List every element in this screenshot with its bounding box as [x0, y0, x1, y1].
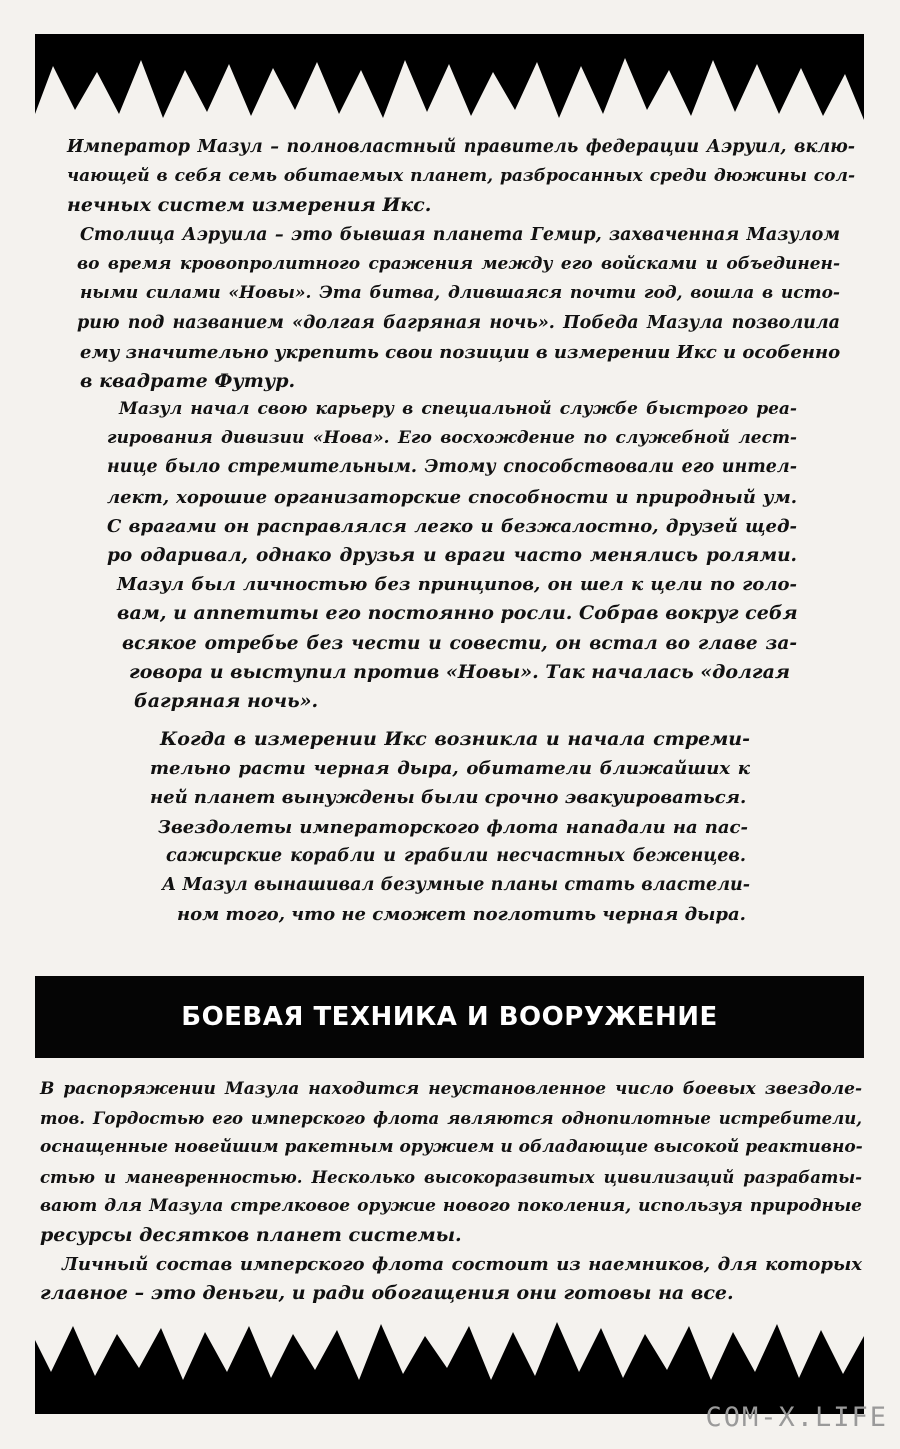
text-line: Звездолеты императорского флота нападали на пас-	[158, 816, 748, 838]
site-watermark: COM-X.LIFE	[705, 1402, 888, 1433]
text-line: ном того, что не сможет поглотить черная дыра.	[177, 904, 746, 926]
section-title: БОЕВАЯ ТЕХНИКА И ВООРУЖЕНИЕ	[181, 1002, 718, 1032]
text-line: ными силами «Новы». Эта битва, длившаяся почти год, вошла в исто-	[80, 283, 840, 304]
text-line: стью и маневренностью. Несколько высокоразвитых цивилизаций разрабаты-	[40, 1167, 862, 1187]
text-line: во время кровопролитного сражения между его войсками и объединен-	[77, 254, 840, 275]
text-line: Столица Аэруила – это бывшая планета Гемир, захваченная Мазулом	[80, 225, 840, 245]
top-spike-banner	[35, 34, 864, 120]
text-line: В распоряжении Мазула находится неустановленное число боевых звездоле-	[40, 1079, 862, 1099]
text-line: рию под названием «долгая багряная ночь». Победа Мазула позволила	[77, 312, 840, 333]
text-line: С врагами он расправлялся легко и безжалостно, друзей щед-	[107, 515, 797, 537]
equipment-paragraph-2	[40, 1250, 862, 1308]
text-line: оснащенные новейшим ракетным оружием и обладающие высокой реактивно-	[40, 1137, 863, 1158]
text-line: лект, хорошие организаторские способности и природный ум.	[107, 486, 797, 508]
section-header-bar	[35, 976, 864, 1058]
text-line: в квадрате Футур.	[80, 370, 296, 393]
text-line: нечных систем измерения Икс.	[67, 194, 432, 217]
bottom-spike-banner	[35, 1322, 864, 1414]
text-line: тельно расти черная дыра, обитатели ближайших к	[150, 758, 750, 780]
spike-decoration-top	[35, 34, 864, 120]
bio-paragraph-2	[77, 221, 841, 396]
text-line: Когда в измерении Икс возникла и начала стреми-	[160, 728, 750, 750]
text-line: багряная ночь».	[134, 690, 319, 713]
bio-paragraph-1	[67, 133, 855, 221]
text-line: главное – это деньги, и ради обогащения они готовы на все.	[40, 1282, 734, 1305]
text-line: Мазул был личностью без принципов, он шел к цели по голо-	[117, 574, 797, 596]
text-line: Личный состав имперского флота состоит из наемников, для которых	[62, 1254, 862, 1275]
spike-decoration-bottom	[35, 1322, 864, 1414]
text-line: Император Мазул – полновластный правитель федерации Аэруил, вклю-	[67, 137, 855, 157]
text-line: ро одаривал, однако друзья и враги часто менялись ролями.	[107, 545, 797, 567]
text-line: гирования дивизии «Нова». Его восхождение по служебной лест-	[107, 428, 797, 449]
text-line: говора и выступил против «Новы». Так началась «долгая	[129, 660, 791, 683]
text-line: вают для Мазула стрелковое оружие нового поколения, используя природные	[40, 1195, 862, 1216]
text-line: нице было стремительным. Этому способствовали его интел-	[107, 457, 797, 478]
bio-paragraph-4	[150, 725, 750, 929]
text-line: ресурсы десятков планет системы.	[40, 1224, 462, 1247]
text-line: А Мазул вынашивал безумные планы стать властели-	[162, 875, 750, 896]
text-line: ней планет вынуждены были срочно эвакуироваться.	[150, 787, 747, 809]
text-line: сажирские корабли и грабили несчастных беженцев.	[166, 845, 746, 866]
bio-paragraph-3	[107, 395, 797, 716]
text-line: чающей в себя семь обитаемых планет, разбросанных среди дюжины сол-	[67, 166, 855, 187]
text-line: тов. Гордостью его имперского флота являются однопилотные истребители,	[40, 1109, 862, 1129]
text-line: вам, и аппетиты его постоянно росли. Собрав вокруг себя	[117, 602, 798, 625]
text-line: ему значительно укрепить свои позиции в измерении Икс и особенно	[80, 341, 841, 363]
text-line: всякое отребье без чести и совести, он встал во главе за-	[122, 632, 797, 654]
text-line: Мазул начал свою карьеру в специальной службе быстрого реа-	[119, 399, 797, 419]
equipment-paragraph-1	[40, 1075, 862, 1250]
